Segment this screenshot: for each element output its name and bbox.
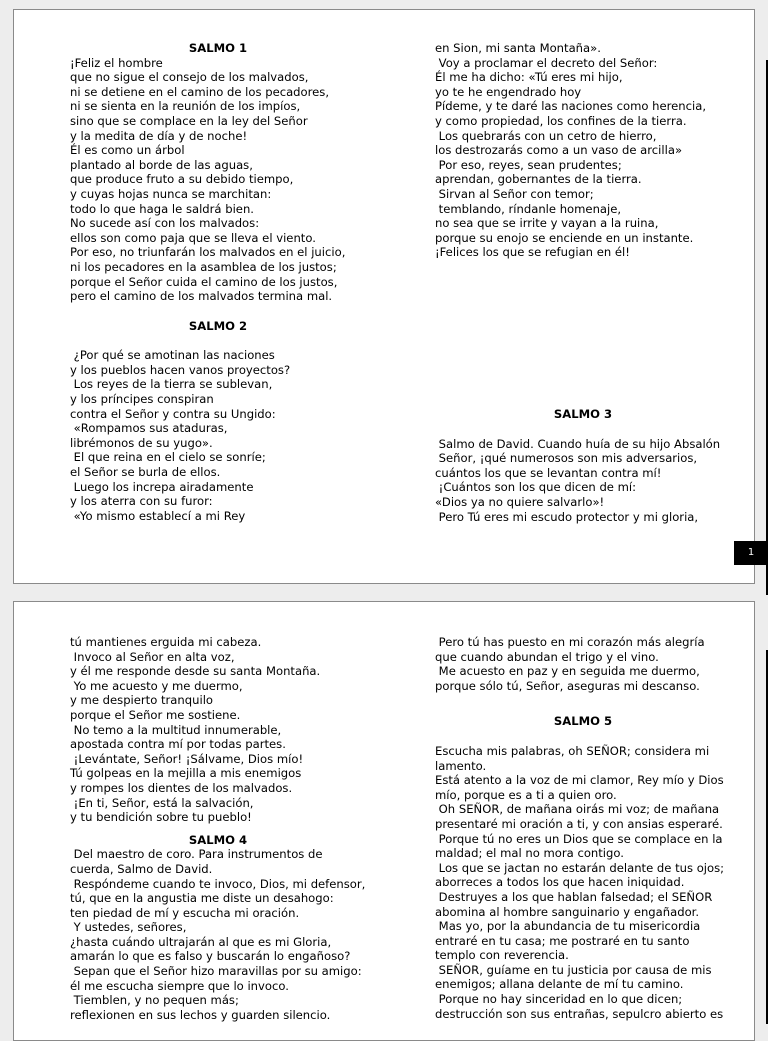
verse-line: Yo me acuesto y me duermo,	[70, 678, 243, 693]
verse-line: y él me responde desde su santa Montaña.	[70, 664, 321, 679]
verse-line: Mas yo, por la abundancia de tu misericordia	[435, 919, 701, 934]
verse-line: ni los pecadores en la asamblea de los justos;	[70, 259, 337, 274]
verse-line: Los reyes de la tierra se sublevan,	[70, 377, 273, 392]
verse-line: tú mantienes erguida mi cabeza.	[70, 635, 262, 649]
verse-line: porque su enojo se enciende en un instante.	[435, 230, 694, 245]
verse-line: «Dios ya no quiere salvarlo»!	[435, 494, 605, 509]
salmo-2-continued-text	[435, 41, 731, 260]
verse-line: ¿Por qué se amotinan las naciones	[70, 348, 275, 363]
verse-line: que produce fruto a su debido tiempo,	[70, 172, 294, 187]
verse-line: y rompes los dientes de los malvados.	[70, 780, 293, 795]
verse-line: y cuyas hojas nunca se marchitan:	[70, 186, 272, 201]
verse-line: ¡Cuántos son los que dicen de mí:	[435, 480, 637, 495]
verse-line: abomina al hombre sanguinario y engañador.	[435, 904, 700, 919]
verse-line: que no sigue el consejo de los malvados,	[70, 70, 309, 85]
page-1-left-column	[70, 41, 366, 523]
verse-line: SEÑOR, guíame en tu justicia por causa de mis	[435, 962, 712, 977]
verse-line: Porque no hay sinceridad en lo que dicen;	[435, 992, 683, 1007]
verse-line: tú, que en la angustia me diste un desahogo:	[70, 891, 334, 906]
verse-line: Pero tú has puesto en mi corazón más alegría	[435, 635, 705, 649]
verse-line: mío, porque es a ti a quien oro.	[435, 787, 617, 802]
verse-line: él me escucha siempre que lo invoco.	[70, 978, 289, 993]
verse-line: y los príncipes conspiran	[70, 392, 214, 407]
page-2-left-column	[70, 635, 366, 1022]
verse-line: No sucede así con los malvados:	[70, 216, 260, 231]
verse-line: los destrozarás como a un vaso de arcilla»	[435, 143, 683, 158]
salmo-5-text	[435, 744, 731, 1021]
verse-line: en Sion, mi santa Montaña».	[435, 41, 601, 55]
verse-line: y los pueblos hacen vanos proyectos?	[70, 362, 291, 377]
verse-line: ¡En ti, Señor, está la salvación,	[70, 795, 254, 810]
verse-line: porque sólo tú, Señor, aseguras mi descanso.	[435, 678, 700, 693]
verse-line: No temo a la multitud innumerable,	[70, 722, 282, 737]
verse-line: aborreces a todos los que hacen iniquidad.	[435, 875, 685, 890]
verse-line: El que reina en el cielo se sonríe;	[70, 450, 266, 465]
verse-line: Voy a proclamar el decreto del Señor:	[435, 55, 658, 70]
verse-line: temblando, ríndanle homenaje,	[435, 201, 622, 216]
verse-line: ¡Felices los que se refugian en él!	[435, 245, 630, 260]
verse-line: cuántos los que se levantan contra mí!	[435, 465, 662, 480]
salmo-1-text	[70, 56, 366, 304]
verse-line: Destruyes a los que hablan falsedad; el SEÑOR	[435, 889, 713, 904]
page-1	[13, 9, 755, 584]
verse-line: presentaré mi oración a ti, y con ansias esperaré.	[435, 816, 723, 831]
verse-line: Por eso, reyes, sean prudentes;	[435, 157, 622, 172]
verse-line: Salmo de David. Cuando huía de su hijo Absalón	[435, 436, 721, 451]
verse-line: y como propiedad, los confines de la tierra.	[435, 113, 687, 128]
verse-line: ¿hasta cuándo ultrajarán al que es mi Gloria,	[70, 934, 332, 949]
page-2-right-column	[435, 635, 731, 1021]
salmo-2-text	[70, 348, 366, 523]
verse-line: Respóndeme cuando te invoco, Dios, mi defensor,	[70, 876, 366, 891]
verse-line: Del maestro de coro. Para instrumentos de	[70, 847, 323, 862]
verse-line: reflexionen en sus lechos y guarden silencio.	[70, 1007, 331, 1022]
verse-line: y los aterra con su furor:	[70, 494, 213, 509]
salmo-3-text	[435, 437, 731, 525]
verse-line: Invoco al Señor en alta voz,	[70, 649, 235, 664]
verse-line: Tiemblen, y no pequen más;	[70, 993, 239, 1008]
verse-line: Él me ha dicho: «Tú eres mi hijo,	[435, 70, 623, 85]
verse-line: porque el Señor me sostiene.	[70, 707, 241, 722]
verse-line: aprendan, gobernantes de la tierra.	[435, 172, 642, 187]
verse-line: apostada contra mí por todas partes.	[70, 737, 286, 752]
verse-line: no sea que se irrite y vayan a la ruina,	[435, 216, 659, 231]
verse-line: maldad; el mal no mora contigo.	[435, 846, 624, 861]
verse-line: ¡Feliz el hombre	[70, 55, 163, 70]
verse-line: porque el Señor cuida el camino de los justos,	[70, 274, 338, 289]
salmo-5-heading: SALMO 5	[553, 714, 613, 729]
salmo-2-heading: SALMO 2	[188, 318, 248, 333]
verse-line: entraré en tu casa; me postraré en tu santo	[435, 933, 690, 948]
verse-line: Escucha mis palabras, oh SEÑOR; considera mi	[435, 743, 710, 758]
verse-line: y tu bendición sobre tu pueblo!	[70, 810, 252, 825]
verse-line: Los que se jactan no estarán delante de tus ojos;	[435, 860, 725, 875]
verse-line: «Yo mismo establecí a mi Rey	[70, 508, 246, 523]
verse-line: pero el camino de los malvados termina mal.	[70, 289, 333, 304]
verse-line: librémonos de su yugo».	[70, 435, 213, 450]
salmo-3-heading: SALMO 3	[553, 407, 613, 421]
verse-line: ellos son como paja que se lleva el viento.	[70, 230, 316, 245]
verse-line: sino que se complace en la ley del Señor	[70, 113, 308, 128]
verse-line: plantado al borde de las aguas,	[70, 157, 253, 172]
salmo-4-heading: SALMO 4	[188, 832, 248, 847]
verse-line: todo lo que haga le saldrá bien.	[70, 201, 254, 216]
verse-line: Sirvan al Señor con temor;	[435, 186, 594, 201]
verse-line: Está atento a la voz de mi clamor, Rey mío y Dios	[435, 773, 724, 788]
page-2	[13, 601, 755, 1041]
verse-line: Luego los increpa airadamente	[70, 479, 254, 494]
verse-line: Y ustedes, señores,	[70, 920, 187, 935]
verse-line: Por eso, no triunfarán los malvados en el juicio,	[70, 245, 346, 260]
verse-line: amarán lo que es falso y buscarán lo engañoso?	[70, 949, 351, 964]
verse-line: y la medita de día y de noche!	[70, 128, 248, 143]
verse-line: contra el Señor y contra su Ungido:	[70, 406, 276, 421]
verse-line: y me despierto tranquilo	[70, 693, 214, 708]
verse-line: templo con reverencia.	[435, 948, 569, 963]
verse-line: Oh SEÑOR, de mañana oirás mi voz; de mañana	[435, 802, 720, 817]
verse-line: el Señor se burla de ellos.	[70, 465, 221, 480]
verse-line: Sepan que el Señor hizo maravillas por su amigo:	[70, 964, 362, 979]
verse-line: Los quebrarás con un cetro de hierro,	[435, 128, 657, 143]
salmo-1-heading: SALMO 1	[188, 41, 248, 55]
verse-line: Porque tú no eres un Dios que se complace en la	[435, 831, 723, 846]
verse-line: «Rompamos sus ataduras,	[70, 421, 228, 436]
salmo-4-text	[70, 847, 366, 1022]
verse-line: Tú golpeas en la mejilla a mis enemigos	[70, 766, 302, 781]
verse-line: Pero Tú eres mi escudo protector y mi gloria,	[435, 509, 699, 524]
verse-line: ten piedad de mí y escucha mi oración.	[70, 905, 300, 920]
verse-line: cuerda, Salmo de David.	[70, 861, 213, 876]
verse-line: Me acuesto en paz y en seguida me duermo,	[435, 664, 700, 679]
verse-line: yo te he engendrado hoy	[435, 84, 582, 99]
page-number-badge: 1	[734, 541, 768, 565]
verse-line: Señor, ¡qué numerosos son mis adversarios,	[435, 451, 698, 466]
verse-line: Pídeme, y te daré las naciones como herencia,	[435, 99, 707, 114]
verse-line: lamento.	[435, 758, 487, 773]
verse-line: enemigos; allana delante de mí tu camino.	[435, 977, 684, 992]
verse-line: ni se sienta en la reunión de los impíos,	[70, 99, 301, 114]
page-1-right-column	[435, 41, 731, 260]
verse-line: Él es como un árbol	[70, 143, 185, 158]
salmo-3-continued-text	[70, 635, 366, 825]
verse-line: que cuando abundan el trigo y el vino.	[435, 649, 659, 664]
verse-line: ni se detiene en el camino de los pecadores,	[70, 84, 330, 99]
verse-line: ¡Levántate, Señor! ¡Sálvame, Dios mío!	[70, 751, 304, 766]
verse-line: destrucción son sus entrañas, sepulcro abierto es	[435, 1006, 724, 1021]
salmo-4-continued-text	[435, 635, 731, 693]
page-1-right-column-lower	[435, 407, 731, 524]
